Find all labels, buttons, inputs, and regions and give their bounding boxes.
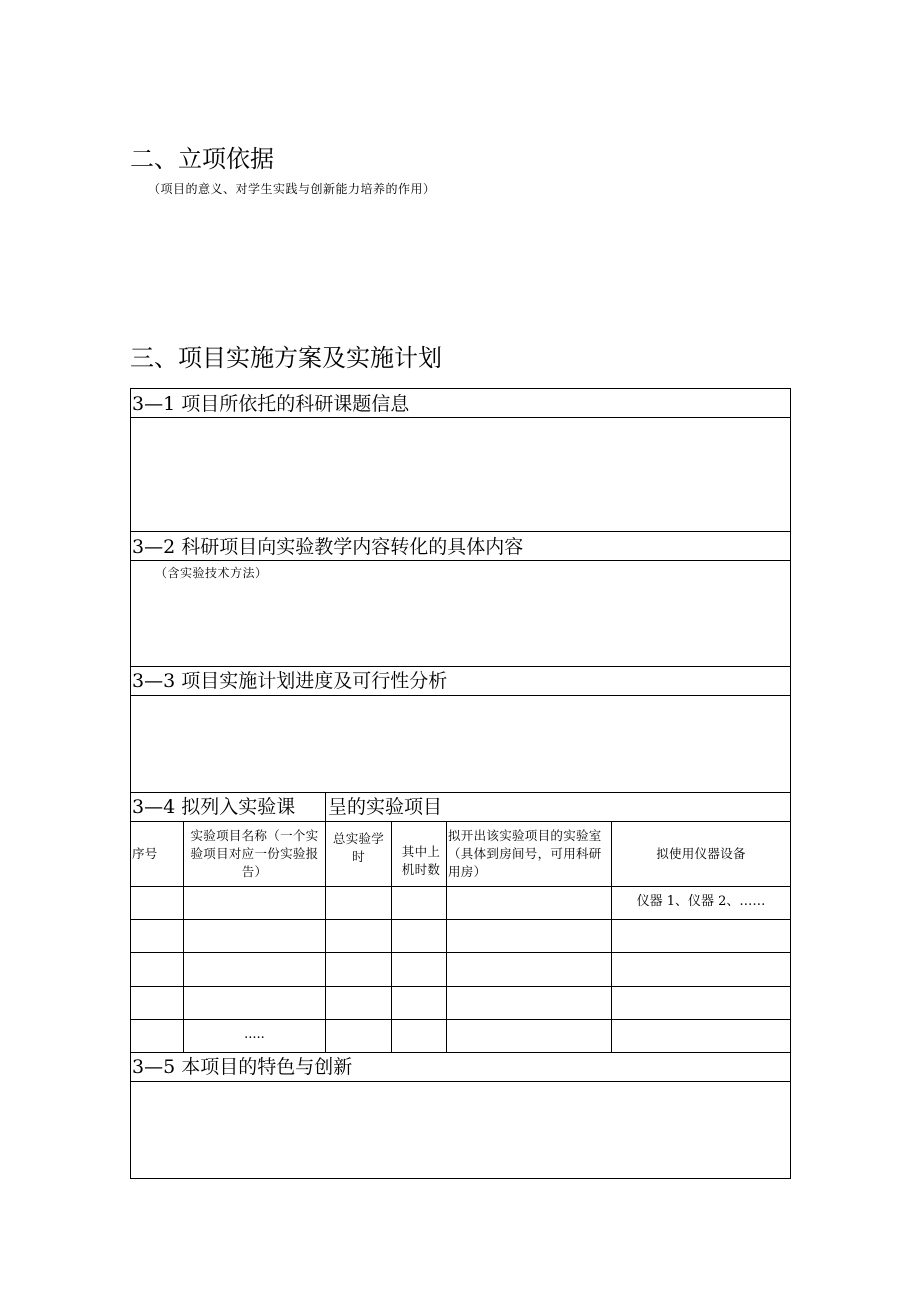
item-3-3-content-area[interactable] <box>131 696 790 792</box>
section-2-title: 二、立项依据 <box>130 145 274 173</box>
table-header-equipment: 拟使用仪器设备 <box>656 846 746 861</box>
section-2-note: （项目的意义、对学生实践与创新能力培养的作用） <box>148 182 436 196</box>
item-3-1-content-area[interactable] <box>131 418 790 531</box>
section-3-title: 三、项目实施方案及实施计划 <box>130 344 442 372</box>
project-plan-form <box>130 388 791 1179</box>
table-column-divider <box>391 821 392 1052</box>
table-cell-equipment[interactable]: 仪器 1、仪器 2、…… <box>636 894 766 909</box>
table-header-index: 序号 <box>132 846 158 861</box>
table-row-divider <box>131 986 790 987</box>
item-3-1-title: 3—1 项目所依托的科研课题信息 <box>132 393 410 415</box>
table-cell-experiment-name[interactable]: ..... <box>244 1027 265 1042</box>
divider <box>131 560 790 561</box>
table-row-divider <box>131 886 790 887</box>
divider <box>131 792 790 793</box>
table-header-computer-hours: 其中上机时数 <box>401 844 441 877</box>
item-3-3-title: 3—3 项目实施计划进度及可行性分析 <box>132 670 448 692</box>
table-header-experiment-name: 实验项目名称（一个实验项目对应一份实验报告） <box>190 828 319 879</box>
item-3-4-title-part1: 3—4 拟列入实验课 <box>132 796 296 818</box>
table-row-divider <box>131 952 790 953</box>
item-3-4-title-part2: 呈的实验项目 <box>328 796 443 818</box>
divider <box>131 666 790 667</box>
item-3-5-content-area[interactable] <box>131 1082 790 1178</box>
item-3-2-content-area[interactable] <box>131 583 790 666</box>
table-row-divider <box>131 1019 790 1020</box>
item-3-2-title: 3—2 科研项目向实验教学内容转化的具体内容 <box>132 536 524 558</box>
divider <box>131 531 790 532</box>
item-3-5-title: 3—5 本项目的特色与创新 <box>132 1056 353 1078</box>
table-row-divider <box>131 919 790 920</box>
item-3-2-note: （含实验技术方法） <box>155 566 268 580</box>
table-header-laboratory: 拟开出该实验项目的实验室（具体到房间号，可用科研用房） <box>448 828 602 879</box>
divider <box>325 792 326 821</box>
table-header-total-hours: 总实验学时 <box>332 831 385 864</box>
divider <box>131 1052 790 1053</box>
